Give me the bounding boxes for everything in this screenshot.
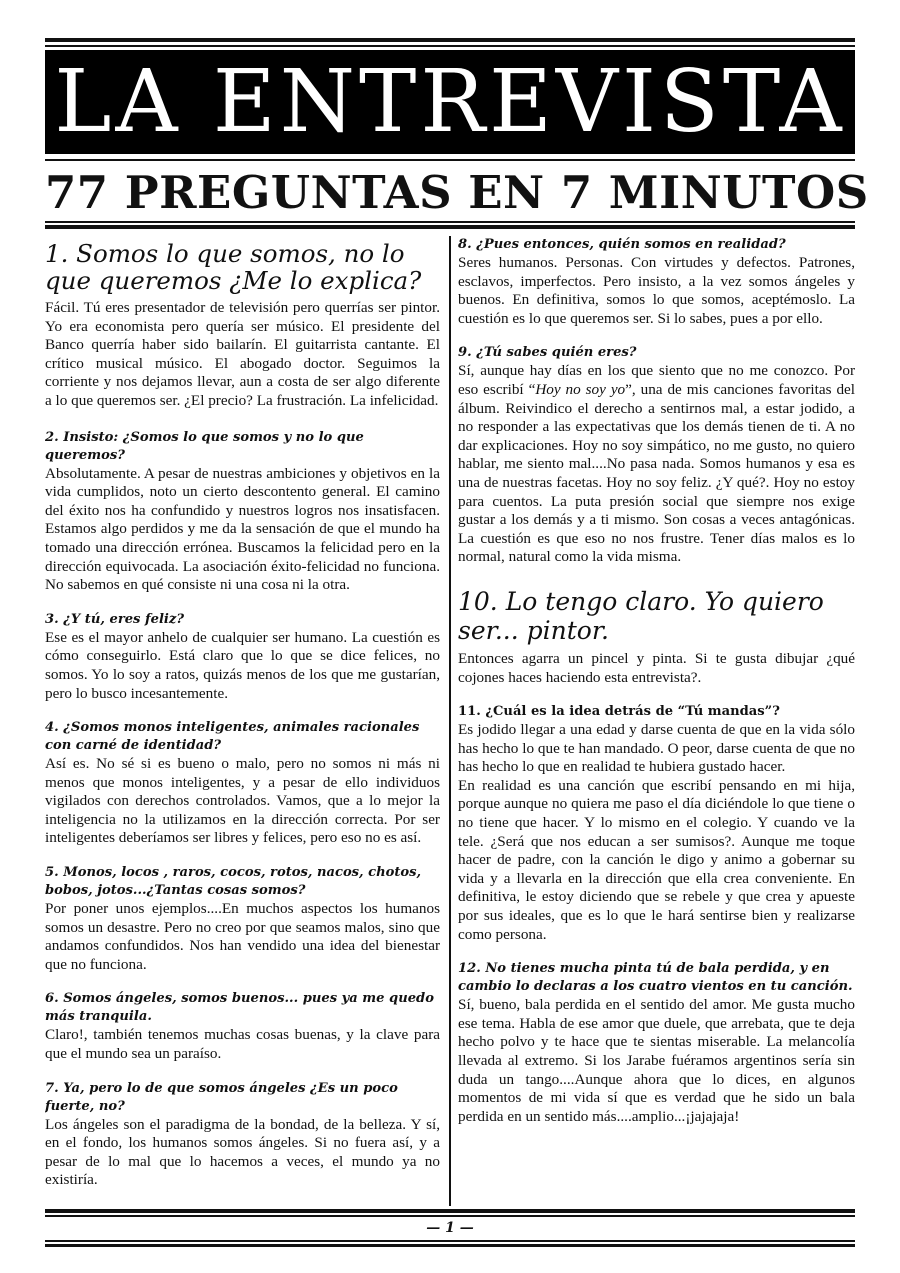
qa-block-4 <box>45 719 440 848</box>
answer-6: Claro!, también tenemos muchas cosas buenas, y la clave para que el mundo sea un paraíso. <box>45 1026 440 1063</box>
question-6: 6. Somos ángeles, somos buenos... pues ya me quedo más tranquila. <box>45 991 434 1025</box>
answer-11-paragraph-1: Es jodido llegar a una edad y darse cuenta de que en la vida sólo has hecho lo que te han mandado. O peor, darse cuenta de que no has hecho lo que en realidad te hubiera gustado hacer. <box>458 721 855 776</box>
question-7: 7. Ya, pero lo de que somos ángeles ¿Es un poco fuerte, no? <box>45 1080 398 1114</box>
qa-block-6 <box>45 990 440 1063</box>
qa-block-12 <box>458 960 855 1126</box>
answer-1: Fácil. Tú eres presentador de televisión pero querrías ser pintor. Yo era economista pero quería ser músico. El presidente del Banco querría haber sido bailarín. El guitarrista cantante. El crítico musical músico. El abogado doctor. Seguimos la corriente y nos dejamos llevar, aun a costa de ser algo diferente a lo que queremos ser. ¿El precio? La frustración. La infelicidad. <box>45 299 440 409</box>
bottom-rule-thin <box>45 1215 855 1217</box>
masthead-title: LA ENTREVISTA <box>54 52 846 152</box>
qa-block-9 <box>458 344 855 567</box>
answer-8: Seres humanos. Personas. Con virtudes y defectos. Patrones, esclavos, imperfectos. Pero insisto, a la vez somos ángeles y buenos. En definitiva, somos lo que somos, aceptémoslo. La cuestión es lo que queremos ser. Si lo sabes, pues a por ello. <box>458 254 855 327</box>
qa-block-7 <box>45 1080 440 1190</box>
footer-rule-thick <box>45 1244 855 1247</box>
answer-9 <box>458 362 855 567</box>
qa-block-3 <box>45 611 440 703</box>
answer-7: Los ángeles son el paradigma de la bondad, de la belleza. Y sí, en el fondo, los humanos somos ángeles. Si no fuera así, y a pesar de lo mal que lo hacemos a veces, el mundo ya no existiría. <box>45 1115 440 1189</box>
answer-10: Entonces agarra un pincel y pinta. Si te gusta dibujar ¿qué cojones haces haciendo esta entrevista?. <box>458 649 855 686</box>
question-9: 9. ¿Tú sabes quién eres? <box>458 345 637 361</box>
answer-4: Así es. No sé si es bueno o malo, pero no somos ni más ni menos que monos inteligentes, y a pesar de ello individuos vigilados con derechos controlados. Vamos, que a lo mejor la inteligencia no la utilizamos en la dirección correcta. Por ser inteligentes deberíamos ser libres y felices, pero eso no es así. <box>45 755 440 847</box>
answer-11-paragraph-2: En realidad es una canción que escribí pensando en mi hija, porque aunque no quiera me paso el día diciéndole lo que tiene o no tiene que hacer. Y lo mismo en el colegio. Y cuando ve la tele. ¿Será que nos educan a ser sumisos?. Aunque me toque hacer de padre, con la canción le digo y animo a gobernar su vida y a llevarla en la dirección que ella crea conveniente. En definitiva, le estoy diciendo que se rebele y que crea y apueste por sus ideales, que es lo que le hará sentirse bien y realizarse como persona. <box>458 776 855 943</box>
qa-block-11 <box>458 703 855 944</box>
subtitle-rule-thin <box>45 221 855 223</box>
question-11: 11. ¿Cuál es la idea detrás de “Tú mandas”? <box>458 704 780 720</box>
right-column <box>458 236 855 1206</box>
banner-rule-bottom <box>45 159 855 161</box>
answer-12: Sí, bueno, bala perdida en el sentido del amor. Me gusta mucho ese tema. Habla de ese amor que duele, que arrebata, que te deja hecho polvo y te hace que te sientas miserable. La melancolía llevada al extremo. Si los Jarabe fuéramos argentinos sería sin duda un tango....Aunque ahora que lo dices, en algunos momentos de mi vida sí que es verdad que he sido un bala perdida en un sentido más....amplio...¡jajajaja! <box>458 996 855 1125</box>
question-2: 2. Insisto: ¿Somos lo que somos y no lo que queremos? <box>45 429 364 463</box>
question-5: 5. Monos, locos , raros, cocos, rotos, nacos, chotos, bobos, jotos...¿Tantas cosas somos? <box>45 865 422 899</box>
answer-2: Absolutamente. A pesar de nuestras ambiciones y objetivos en la vida cumplidos, noto un cierto descontento general. El camino del éxito nos ha confundido y nuestros logros nos insatisfacen. Estamos algo perdidos y me da la sensación de que el mundo ha tomado una dirección errónea. Buscamos la felicidad pero en la dirección equivocada. La asociación éxito-felicidad no funciona. No sabemos en qué consiste ni una cosa ni la otra. <box>45 464 440 594</box>
answer-3: Ese es el mayor anhelo de cualquier ser humano. La cuestión es cómo conseguirlo. Está claro que lo que se dice felices, no somos. Yo lo soy a ratos, quizás menos de los que me gustarían, pero lo busco incesantemente. <box>45 628 440 702</box>
question-1: 1. Somos lo que somos, no lo que queremos ¿Me lo explica? <box>45 239 422 295</box>
masthead-banner <box>45 50 855 154</box>
answer-9-intro: Sí, aunque hay días en los que siento que no me conozco. Por eso escribí “ <box>458 362 855 398</box>
column-divider <box>449 236 451 1206</box>
subtitle-rule-thick <box>45 225 855 229</box>
qa-block-10 <box>458 587 855 687</box>
question-10: 10. Lo tengo claro. Yo quiero ser... pintor. <box>458 586 824 645</box>
question-4: 4. ¿Somos monos inteligentes, animales racionales con carné de identidad? <box>45 720 420 754</box>
qa-block-8 <box>458 236 855 328</box>
bottom-rule-thick <box>45 1209 855 1213</box>
qa-block-1 <box>45 240 440 411</box>
song-title-hoy-no-soy-yo: Hoy no soy yo <box>535 380 626 398</box>
page-subtitle: 77 PREGUNTAS EN 7 MINUTOS <box>45 166 869 219</box>
top-rule-thin <box>45 45 855 47</box>
qa-block-2 <box>45 429 440 595</box>
qa-block-5 <box>45 864 440 974</box>
answer-5: Por poner unos ejemplos....En muchos aspectos los humanos somos un desastre. Pero no creo por que seamos malos, sino que andamos confundidos. Nos han vendido una idea del bienestar que no funciona. <box>45 900 440 973</box>
footer-rule-thin <box>45 1240 855 1242</box>
answer-9-rest: ”, una de mis canciones favoritas del álbum. Reivindico el derecho a sentirnos mal, a estar jodido, a no responder a las expectativas que los demás tienen de ti. A no dar explicaciones. Hoy no soy simpático, no me gusto, no quiero hablar, me siento mal....No pasa nada. Somos humanos y esa es una de nuestras facetas. Hoy no soy feliz. ¿Y qué?. Hoy no estoy para cuentos. La puta presión social que siempre nos exige gustar a los demás y a ti mismo. Son cosas a veces antagónicas. La cuestión es que eso no nos frustre. Tener días malos es lo normal, natural como la vida misma. <box>458 380 855 566</box>
left-column <box>45 236 440 1206</box>
page-number: — 1 — <box>426 1220 474 1236</box>
question-12: 12. No tienes mucha pinta tú de bala perdida, y en cambio lo declaras a los cuatro vientos en tu canción. <box>458 961 853 995</box>
question-3: 3. ¿Y tú, eres feliz? <box>45 611 184 627</box>
question-8: 8. ¿Pues entonces, quién somos en realidad? <box>458 237 786 252</box>
top-rule-thick <box>45 38 855 42</box>
